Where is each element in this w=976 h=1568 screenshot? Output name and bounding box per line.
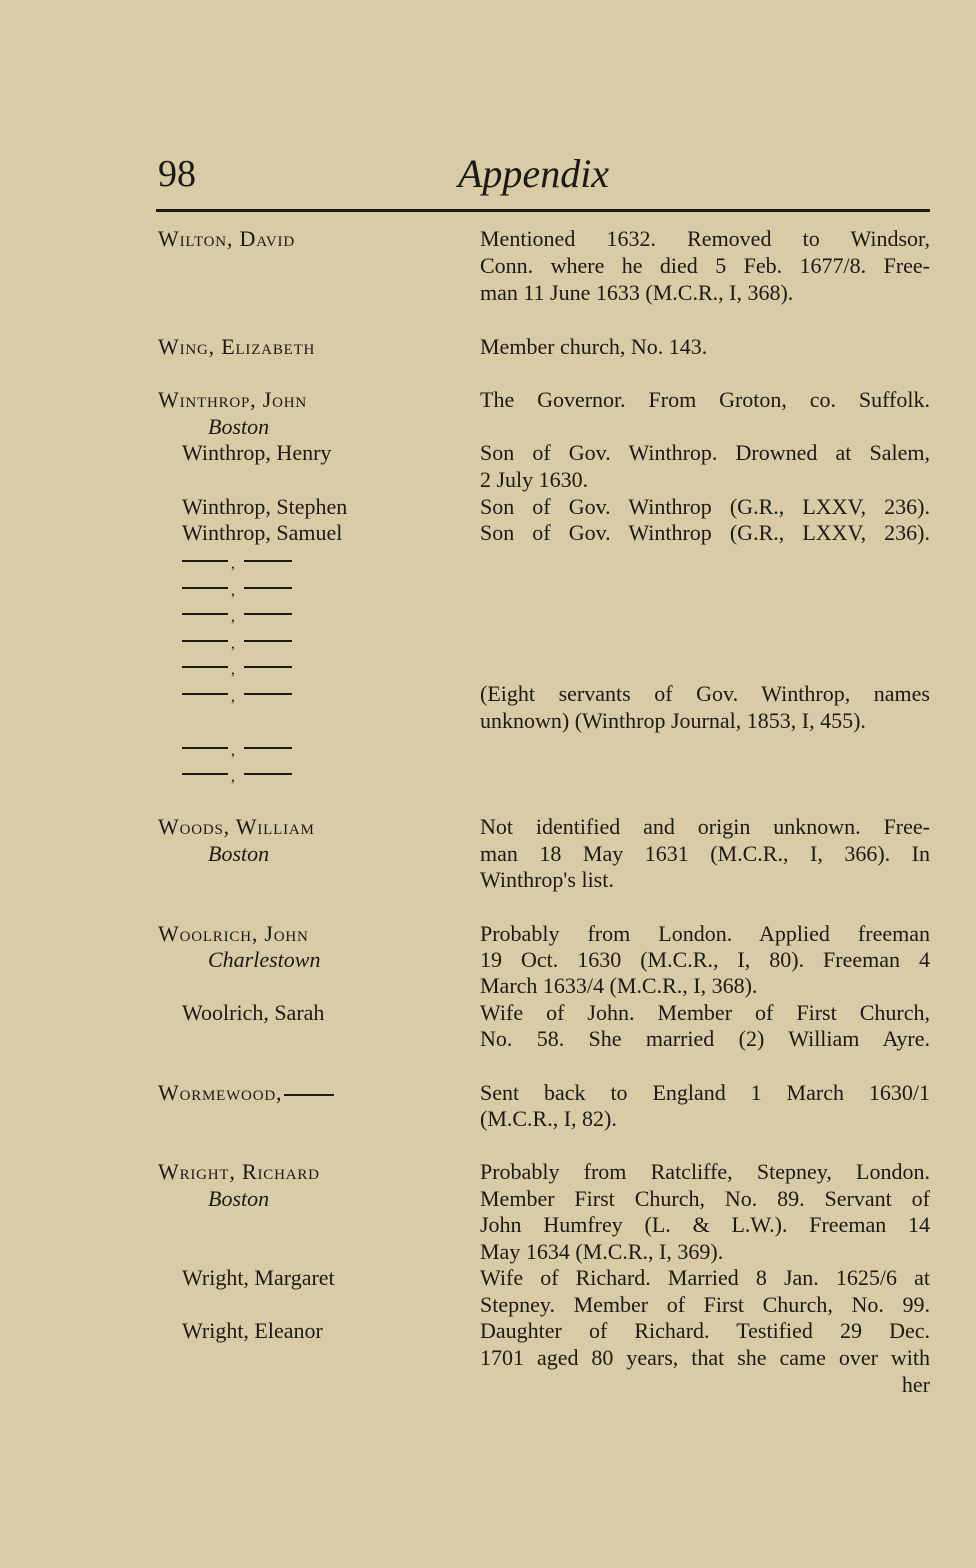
- blank-name-placeholder: ,: [182, 683, 292, 703]
- entry-text-line: 2 July 1630.: [480, 467, 589, 492]
- entry-place: Boston: [208, 1186, 270, 1211]
- entry-text-line: 1701 aged 80 years, that she came over with: [480, 1345, 930, 1370]
- entry-text-line: Wife of John. Member of First Church,: [480, 1000, 930, 1025]
- entry-text-line: her: [901, 1372, 930, 1397]
- entry-text-line: Son of Gov. Winthrop. Drowned at Salem,: [480, 440, 930, 465]
- sub-entry-name: Wright, Margaret: [182, 1265, 335, 1290]
- running-head: Appendix: [458, 151, 610, 196]
- entry-text-line: Son of Gov. Winthrop (G.R., LXXV, 236).: [480, 520, 930, 545]
- entry-text-line: John Humfrey (L. & L.W.). Freeman 14: [480, 1212, 930, 1237]
- entry-text-line: The Governor. From Groton, co. Suffolk.: [480, 387, 930, 412]
- entry-text-line: 19 Oct. 1630 (M.C.R., I, 80). Freeman 4: [480, 947, 930, 972]
- entry-text-line: (Eight servants of Gov. Winthrop, names: [480, 681, 930, 706]
- entry-text-line: man 11 June 1633 (M.C.R., I, 368).: [480, 280, 794, 305]
- blank-name-placeholder: ,: [182, 630, 292, 650]
- entry-name: Wright, Richard: [158, 1159, 320, 1184]
- blank-forename-dash: [284, 1094, 334, 1096]
- entry-text-line: unknown) (Winthrop Journal, 1853, I, 455).: [480, 708, 866, 733]
- entry-text-line: Member church, No. 143.: [480, 334, 708, 359]
- entry-name: Woolrich, John: [158, 921, 309, 946]
- blank-name-placeholder: ,: [182, 656, 292, 676]
- entry-place: Charlestown: [208, 947, 321, 972]
- sub-entry-name: Winthrop, Henry: [182, 440, 332, 465]
- entry-text-line: Wife of Richard. Married 8 Jan. 1625/6 at: [480, 1265, 930, 1290]
- blank-name-placeholder: ,: [182, 763, 292, 783]
- blank-name-placeholder: ,: [182, 737, 292, 757]
- sub-entry-name: Winthrop, Stephen: [182, 494, 348, 519]
- entry-text-line: May 1634 (M.C.R., I, 369).: [480, 1239, 724, 1264]
- entry-text-line: Winthrop's list.: [480, 867, 614, 892]
- entry-place: Boston: [208, 414, 270, 439]
- sub-entry-name: Winthrop, Samuel: [182, 520, 343, 545]
- entry-name: Wing, Elizabeth: [158, 334, 316, 359]
- entry-text-line: Son of Gov. Winthrop (G.R., LXXV, 236).: [480, 494, 930, 519]
- header-rule: [156, 209, 930, 212]
- page-number: 98: [158, 153, 196, 195]
- entry-text-line: Sent back to England 1 March 1630/1: [480, 1080, 930, 1105]
- entry-text-line: Mentioned 1632. Removed to Windsor,: [480, 226, 930, 251]
- entry-name-text: Wormewood,: [158, 1080, 283, 1105]
- entry-name: Woods, William: [158, 814, 315, 839]
- entry-text-line: Daughter of Richard. Testified 29 Dec.: [480, 1318, 930, 1343]
- entry-name: Wilton, David: [158, 226, 295, 251]
- entry-text-line: (M.C.R., I, 82).: [480, 1106, 617, 1131]
- sub-entry-name: Wright, Eleanor: [182, 1318, 323, 1343]
- entry-text-line: Not identified and origin unknown. Free-: [480, 814, 930, 839]
- sub-entry-name: Woolrich, Sarah: [182, 1000, 325, 1025]
- entry-text-line: Member First Church, No. 89. Servant of: [480, 1186, 930, 1211]
- entry-name: Winthrop, John: [158, 387, 308, 412]
- entry-text-line: Probably from London. Applied freeman: [480, 921, 930, 946]
- entry-text-line: Conn. where he died 5 Feb. 1677/8. Free-: [480, 253, 930, 278]
- entry-text-line: No. 58. She married (2) William Ayre.: [480, 1026, 930, 1051]
- entry-text-line: man 18 May 1631 (M.C.R., I, 366). In: [480, 841, 930, 866]
- blank-name-placeholder: ,: [182, 603, 292, 623]
- entry-text-line: Stepney. Member of First Church, No. 99.: [480, 1292, 930, 1317]
- entry-name: [158, 1080, 334, 1106]
- entry-text-line: March 1633/4 (M.C.R., I, 368).: [480, 973, 758, 998]
- blank-name-placeholder: ,: [182, 550, 292, 570]
- entry-place: Boston: [208, 841, 270, 866]
- blank-name-placeholder: ,: [182, 577, 292, 597]
- entry-text-line: Probably from Ratcliffe, Stepney, London.: [480, 1159, 930, 1184]
